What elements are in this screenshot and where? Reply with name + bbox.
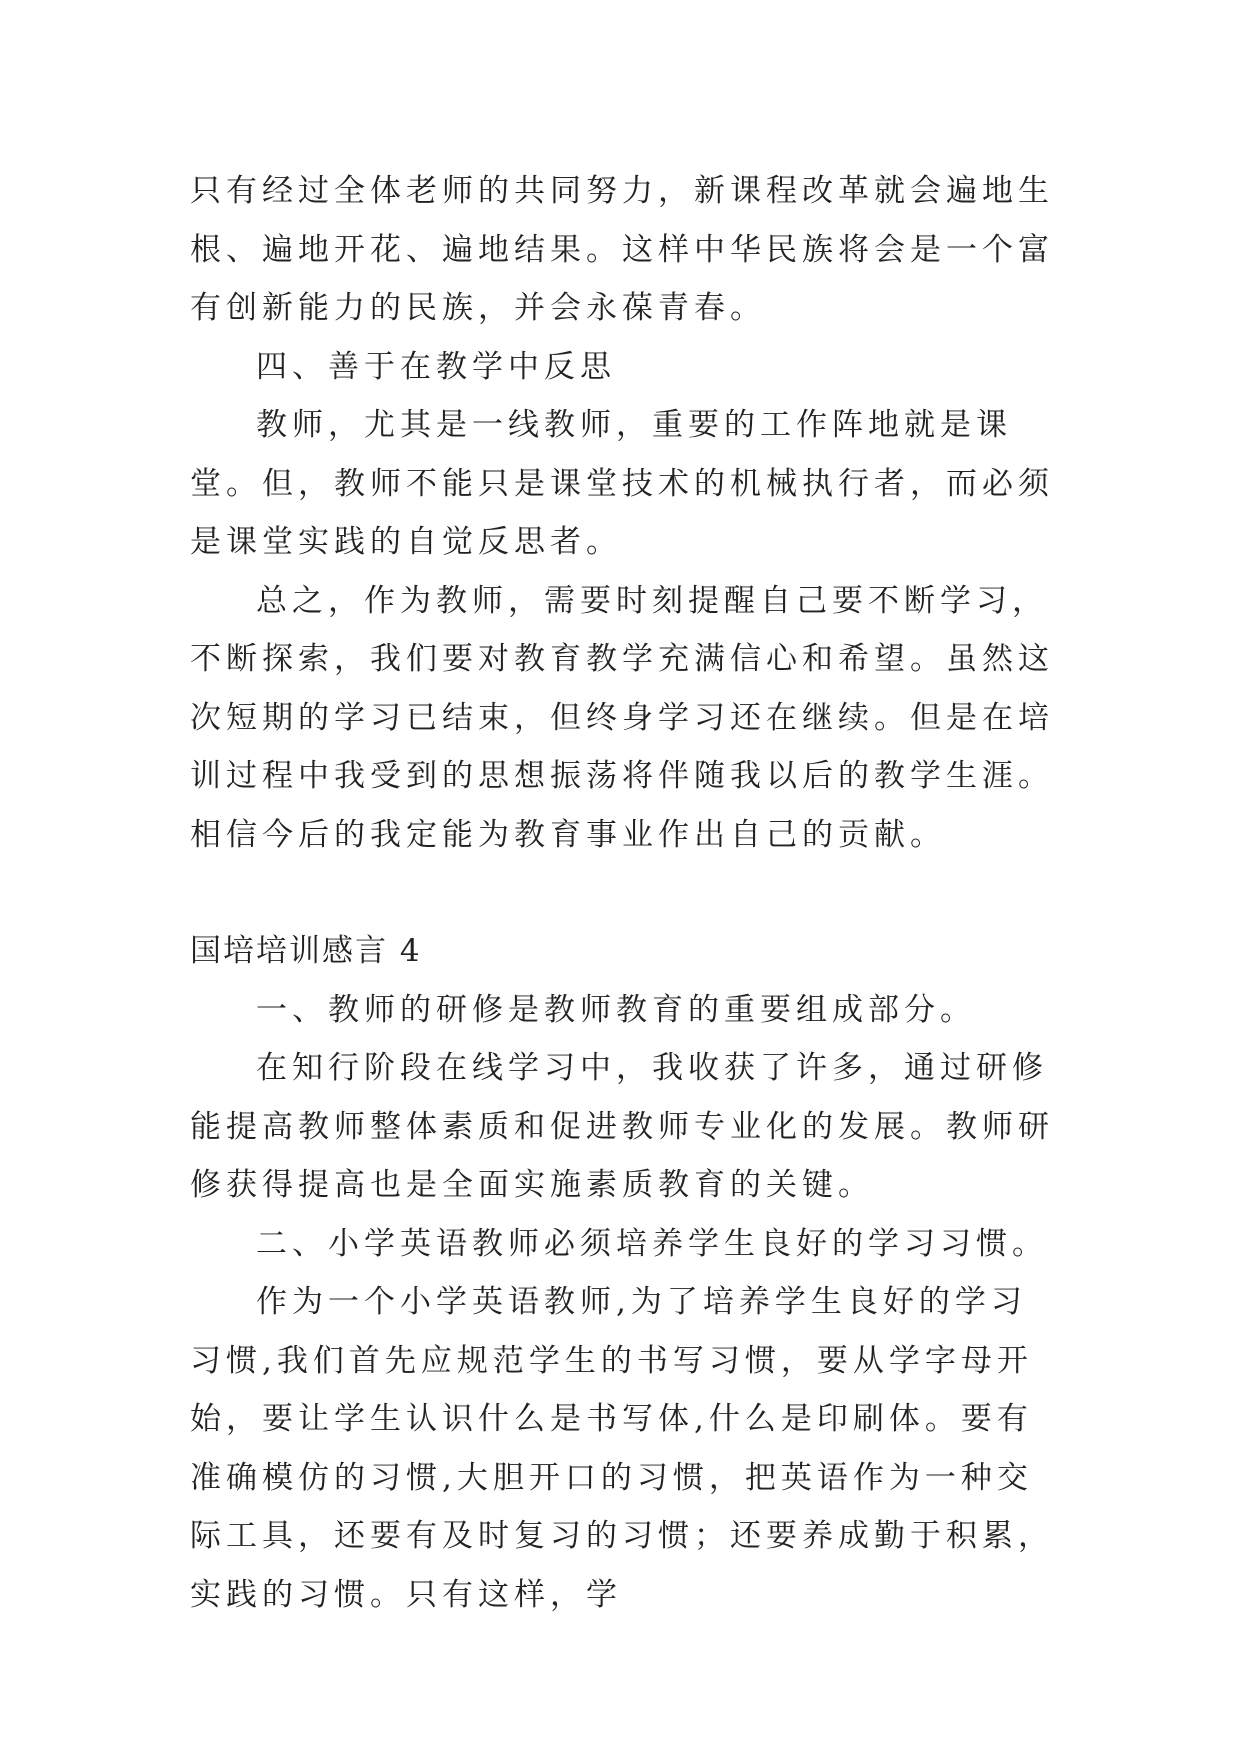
- paragraph: 教师，尤其是一线教师，重要的工作阵地就是课堂。但，教师不能只是课堂技术的机械执行者，而必须是课堂实践的自觉反思者。: [190, 407, 1054, 560]
- section-heading: 四、善于在教学中反思: [256, 348, 616, 385]
- paragraph: 总之，作为教师，需要时刻提醒自己要不断学习，不断探索，我们要对教育教学充满信心和希望。虽然这次短期的学习已结束，但终身学习还在继续。但是在培训过程中我受到的思想振荡将伴随我以后的教学生涯。相信今后的我定能为教育事业作出自己的贡献。: [190, 582, 1054, 853]
- section-title: 国培培训感言 4: [190, 933, 422, 969]
- section-heading: 一、教师的研修是教师教育的重要组成部分。: [256, 991, 976, 1028]
- paragraph: 作为一个小学英语教师,为了培养学生良好的学习习惯,我们首先应规范学生的书写习惯，要从学字母开始，要让学生认识什么是书写体,什么是印刷体。要有准确模仿的习惯,大胆开口的习惯，把英语作为一种交际工具，还要有及时复习的习惯；还要养成勤于积累，实践的习惯。只有这样，学: [190, 1284, 1054, 1613]
- section-heading: 二、小学英语教师必须培养学生良好的学习习惯。: [256, 1225, 1048, 1262]
- paragraph: 只有经过全体老师的共同努力，新课程改革就会遍地生根、遍地开花、遍地结果。这样中华民族将会是一个富有创新能力的民族，并会永葆青春。: [190, 173, 1054, 326]
- document-body: [190, 162, 1056, 1624]
- paragraph: 在知行阶段在线学习中，我收获了许多，通过研修能提高教师整体素质和促进教师专业化的发展。教师研修获得提高也是全面实施素质教育的关键。: [190, 1050, 1054, 1203]
